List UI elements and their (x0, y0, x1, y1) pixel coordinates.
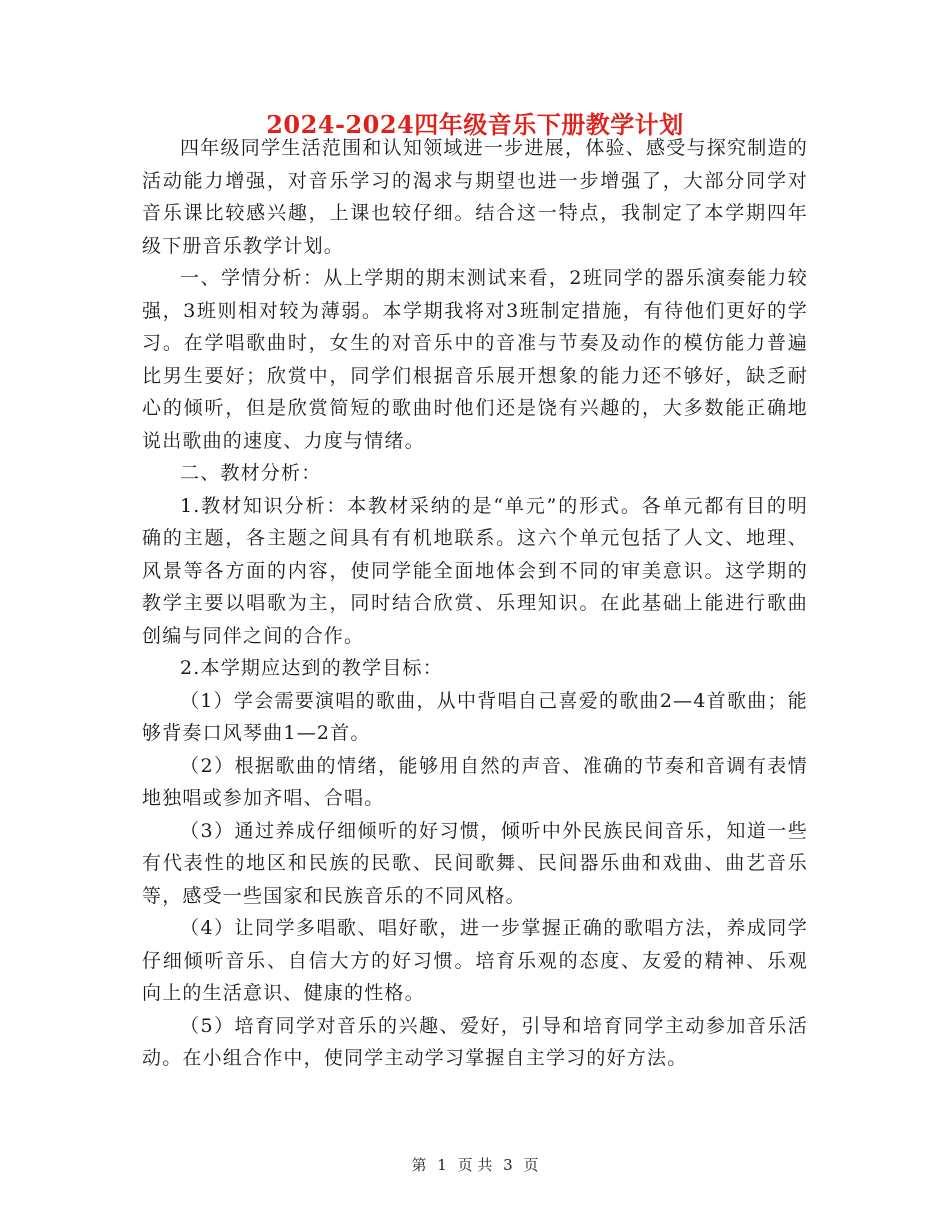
paragraph-student-analysis: 一、学情分析：从上学期的期末测试来看，2班同学的器乐演奏能力较强，3班则相对较为薄弱。本学期我将对3班制定措施，有待他们更好的学习。在学唱歌曲时，女生的对音乐中的音准与节奏及动作的模仿能力普遍比男生要好；欣赏中，同学们根据音乐展开想象的能力还不够好，缺乏耐心的倾听，但是欣赏简短的歌曲时他们还是饶有兴趣的，大多数能正确地说出歌曲的速度、力度与情绪。 (142, 267, 808, 452)
footer-total-pages: 3 (503, 1156, 513, 1174)
goal-item-5: （5）培育同学对音乐的兴趣、爱好，引导和培育同学主动参加音乐活动。在小组合作中，使同学主动学习掌握自主学习的好方法。 (142, 1014, 808, 1069)
goal-item-1: （1）学会需要演唱的歌曲，从中背唱自己喜爱的歌曲2—4首歌曲；能够背奏口风琴曲1—2首。 (142, 689, 808, 744)
paragraph-intro: 四年级同学生活范围和认知领域进一步进展，体验、感受与探究制造的活动能力增强，对音乐学习的渴求与期望也进一步增强了，大部分同学对音乐课比较感兴趣，上课也较仔细。结合这一特点，我制定了本学期四年级下册音乐教学计划。 (142, 137, 808, 257)
footer-prefix: 第 (411, 1156, 427, 1174)
goal-item-3: （3）通过养成仔细倾听的好习惯，倾听中外民族民间音乐，知道一些有代表性的地区和民族的民歌、民间歌舞、民间器乐曲和戏曲、曲艺音乐等，感受一些国家和民族音乐的不同风格。 (142, 819, 808, 907)
footer-page-number: 1 (437, 1156, 447, 1174)
footer-suffix: 页 (523, 1156, 539, 1174)
document-body (142, 132, 808, 1075)
footer-mid: 页 共 (457, 1156, 493, 1174)
goal-item-2: （2）根据歌曲的情绪，能够用自然的声音、准确的节奏和音调有表情地独唱或参加齐唱、合唱。 (142, 754, 808, 809)
heading-teaching-goals: 2.本学期应达到的教学目标： (180, 657, 443, 679)
document-title: 2024-2024四年级音乐下册教学计划 (266, 110, 684, 139)
paragraph-textbook-knowledge: 1.教材知识分析：本教材采纳的是“单元”的形式。各单元都有目的明确的主题，各主题之间具有有机地联系。这六个单元包括了人文、地理、风景等各方面的内容，使同学能全面地体会到不同的审美意识。这学期的教学主要以唱歌为主，同时结合欣赏、乐理知识。在此基础上能进行歌曲创编与同伴之间的合作。 (142, 494, 808, 647)
heading-textbook-analysis: 二、教材分析： (180, 462, 322, 484)
goal-item-4: （4）让同学多唱歌、唱好歌，进一步掌握正确的歌唱方法，养成同学仔细倾听音乐、自信大方的好习惯。培育乐观的态度、友爱的精神、乐观向上的生活意识、健康的性格。 (142, 917, 808, 1004)
page-footer (0, 1154, 950, 1175)
